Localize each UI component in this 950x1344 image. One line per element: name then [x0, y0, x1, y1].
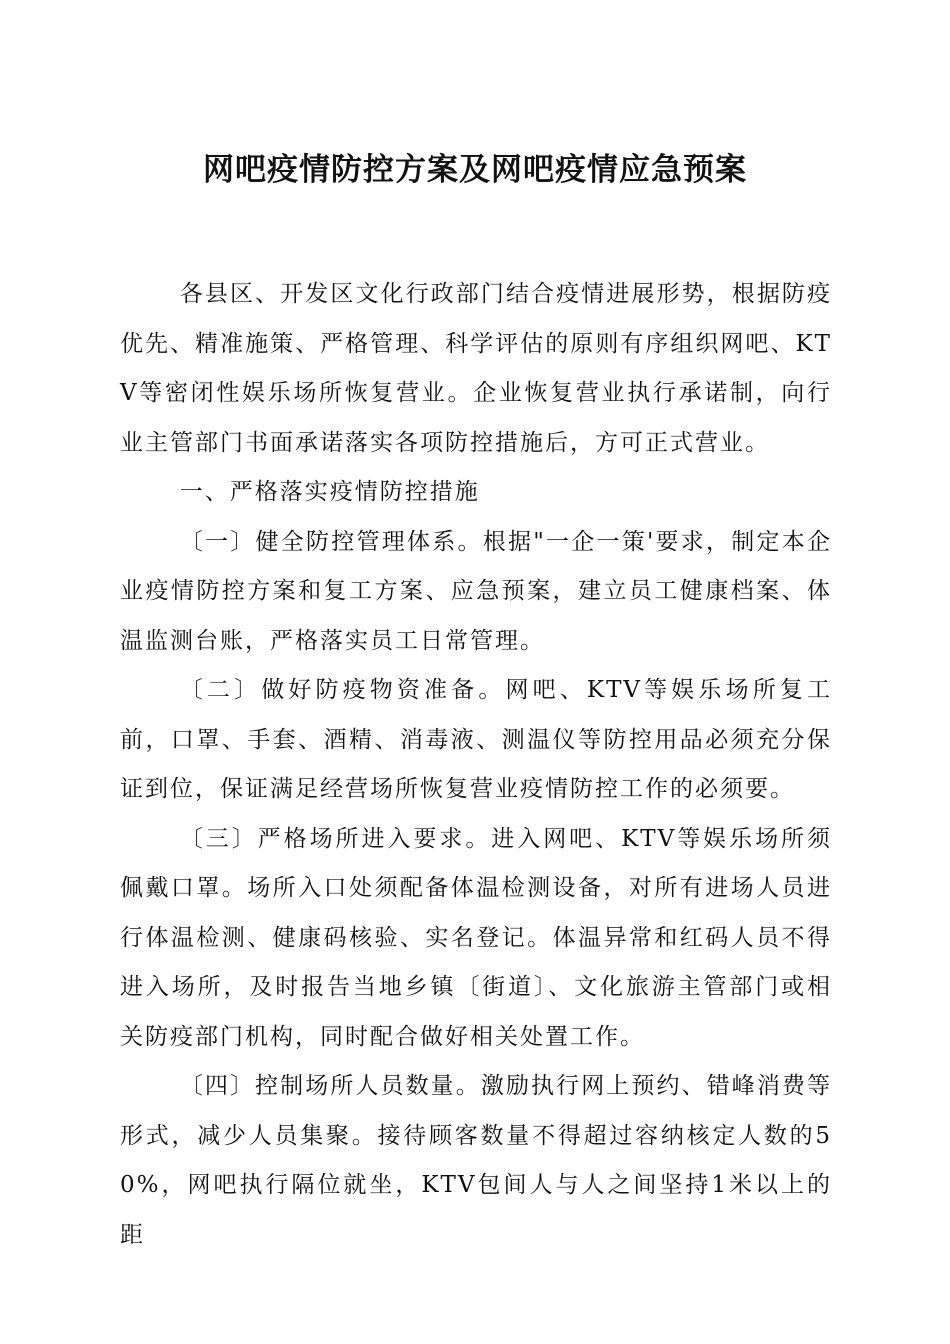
- paragraph-item-3: 〔三〕严格场所进入要求。进入网吧、KTV等娱乐场所须佩戴口罩。场所入口处须配备体温检测设备，对所有进场人员进行体温检测、健康码核验、实名登记。体温异常和红码人员不得进入场所，及时报告当地乡镇〔街道〕、文化旅游主管部门或相关防疫部门机构，同时配合做好相关处置工作。: [120, 825, 832, 1050]
- paragraph-item-2: 〔二〕做好防疫物资准备。网吧、KTV等娱乐场所复工前，口罩、手套、酒精、消毒液、测温仪等防控用品必须充分保证到位，保证满足经营场所恢复营业疫情防控工作的必须要。: [120, 677, 832, 802]
- document-title: 网吧疫情防控方案及网吧疫情应急预案: [203, 152, 747, 188]
- document-body: [120, 270, 832, 1260]
- paragraph-item-1: 〔一〕健全防控管理体系。根据"一企一策'要求，制定本企业疫情防控方案和复工方案、应急预案，建立员工健康档案、体温监测台账，严格落实员工日常管理。: [120, 528, 832, 654]
- paragraph-item-4: 〔四〕控制场所人员数量。激励执行网上预约、错峰消费等形式，减少人员集聚。接待顾客数量不得超过容纳核定人数的50%，网吧执行隔位就坐，KTV包间人与人之间坚持1米以上的距: [120, 1073, 832, 1248]
- section-heading-1: 一、严格落实疫情防控措施: [179, 479, 480, 505]
- paragraph-intro: 各县区、开发区文化行政部门结合疫情进展形势，根据防疫优先、精准施策、严格管理、科学评估的原则有序组织网吧、KTV等密闭性娱乐场所恢复营业。企业恢复营业执行承诺制，向行业主管部门书面承诺落实各项防控措施后，方可正式营业。: [120, 281, 832, 456]
